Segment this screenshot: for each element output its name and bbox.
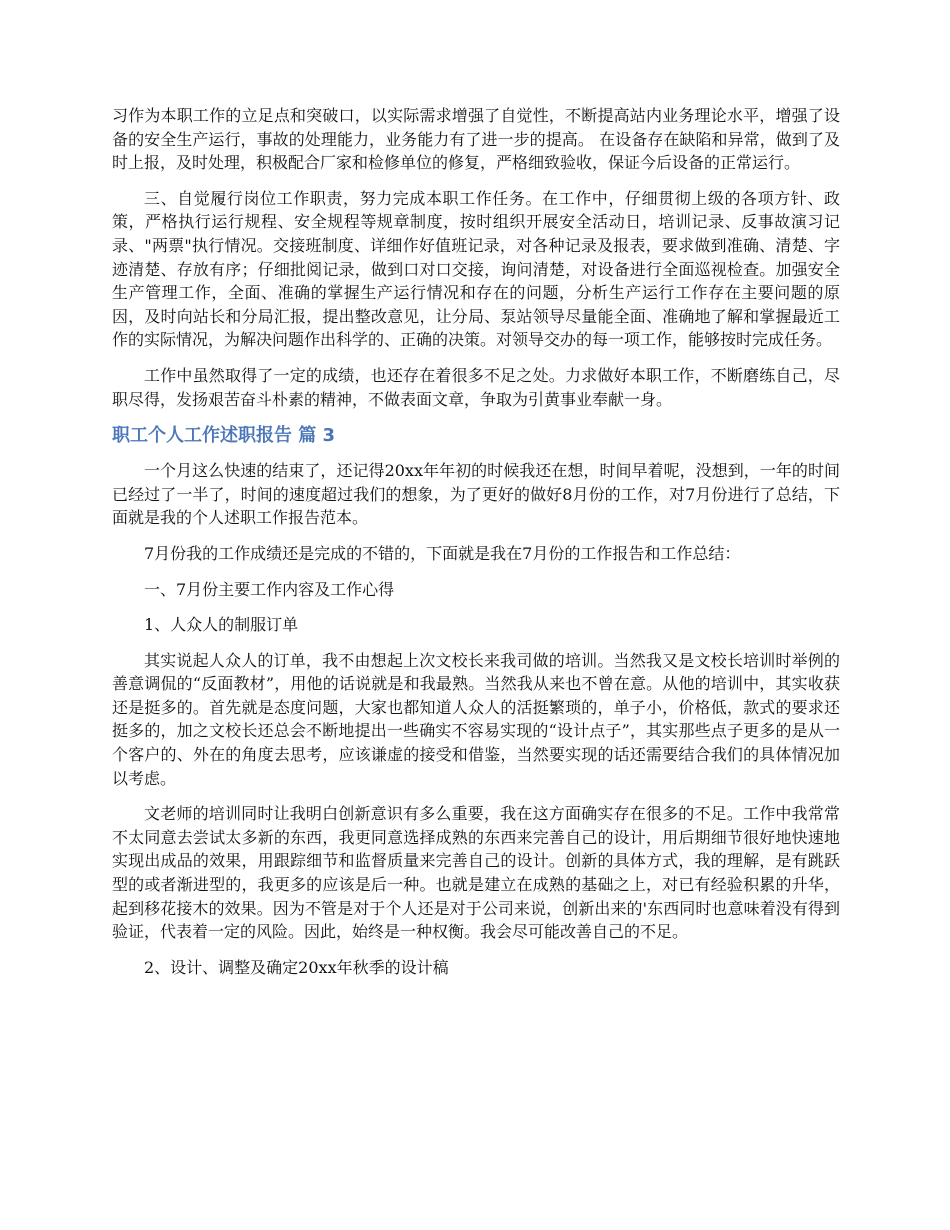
paragraph-shortcomings: 工作中虽然取得了一定的成绩，也还存在着很多不足之处。力求做好本职工作，不断磨练自己，尽职尽得，发扬艰苦奋斗朴素的精神，不做表面文章，争取为引黄事业奉献一身。 bbox=[112, 365, 840, 409]
section-title: 职工个人工作述职报告 篇 3 bbox=[112, 425, 336, 447]
paragraph-training: 其实说起人众人的订单，我不由想起上次文校长来我司做的培训。当然我又是文校长培训时举例的善意调侃的“反面教材”，用他的话说就是和我最熟。当然我从来也不曾在意。从他的培训中，其实收获还是挺多的。首先就是态度问题，大家也都知道人众人的活挺繁琐的，单子小，价格低，款式的要求还挺多的，加之文校长还总会不断地提出一些确实不容易实现的“设计点子”，其实那些点子更多的是从一个客户的、外在的角度去思考，应该谦虚的接受和借鉴，当然要实现的话还需要结合我们的具体情况加以考虑。 bbox=[112, 650, 840, 788]
heading-uniform-order: 1、人众人的制服订单 bbox=[144, 615, 299, 635]
paragraph-continued: 习作为本职工作的立足点和突破口，以实际需求增强了自觉性，不断提高站内业务理论水平，增强了设备的安全生产运行，事故的处理能力，业务能力有了进一步的提高。 在设备存在缺陷和异常，做到了及时上报，及时处理，积极配合厂家和检修单位的修复，严格细致验收，保证今后设备的正常运行。 bbox=[112, 106, 840, 173]
paragraph-intro: 一个月这么快速的结束了，还记得20xx年年初的时候我还在想，时间早着呢，没想到，一年的时间已经过了一半了，时间的速度超过我们的想象，为了更好的做好8月份的工作，对7月份进行了总结，下面就是我的个人述职工作报告范本。 bbox=[112, 461, 840, 528]
paragraph-duties: 三、自觉履行岗位工作职责，努力完成本职工作任务。在工作中，仔细贯彻上级的各项方针、政策，严格执行运行规程、安全规程等规章制度，按时组织开展安全活动日，培训记录、反事故演习记录、"两票"执行情况。交接班制度、详细作好值班记录，对各种记录及报表，要求做到准确、清楚、字迹清楚、存放有序；仔细批阅记录，做到口对口交接，询问清楚，对设备进行全面巡视检查。加强安全生产管理工作，全面、准确的掌握生产运行情况和存在的问题，分析生产运行工作存在主要问题的原因，及时向站长和分局汇报，提出整改意见，让分局、泵站领导尽量能全面、准确地了解和掌握最近工作的实际情况，为解决问题作出科学的、正确的决策。对领导交办的每一项工作，能够按时完成任务。 bbox=[112, 188, 840, 350]
paragraph-summary-lead: 7月份我的工作成绩还是完成的不错的，下面就是我在7月份的工作报告和工作总结： bbox=[144, 543, 741, 563]
heading-design-drafts: 2、设计、调整及确定20xx年秋季的设计稿 bbox=[144, 957, 449, 977]
document-page bbox=[112, 104, 840, 991]
heading-main-work: 一、7月份主要工作内容及工作心得 bbox=[144, 579, 395, 599]
paragraph-innovation: 文老师的培训同时让我明白创新意识有多么重要，我在这方面确实存在很多的不足。工作中我常常不太同意去尝试太多新的东西，我更同意选择成熟的东西来完善自己的设计，用后期细节很好地快速地实现出成品的效果，用跟踪细节和监督质量来完善自己的设计。创新的具体方式，我的理解，是有跳跃型的或者渐进型的，我更多的应该是后一种。也就是建立在成熟的基础之上，对已有经验积累的升华，起到移花接木的效果。因为不管是对于个人还是对于公司来说，创新出来的'东西同时也意味着没有得到验证，代表着一定的风险。因此，始终是一种权衡。我会尽可能改善自己的不足。 bbox=[112, 804, 840, 942]
